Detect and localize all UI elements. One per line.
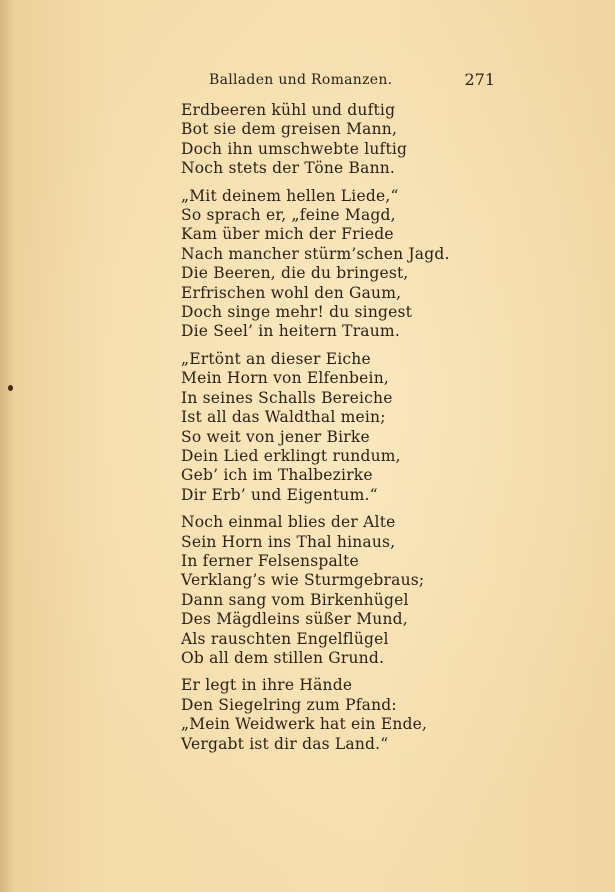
stanza-1 <box>181 101 441 179</box>
stanza-5 <box>181 676 441 754</box>
page-header <box>175 72 495 92</box>
verse-line: Sein Horn ins Thal hinaus, <box>181 532 396 551</box>
verse-line: Doch singe mehr! du singest <box>181 303 413 322</box>
verse-line: Bot sie dem greisen Mann, <box>181 120 398 139</box>
verse-line: So weit von jener Birke <box>181 427 370 446</box>
verse-line: „Ertönt an dieser Eiche <box>181 349 371 368</box>
ink-speck <box>8 385 13 391</box>
verse-line: Ist all das Waldthal mein; <box>181 408 386 427</box>
spine-shadow <box>0 0 14 892</box>
verse-line: Die Beeren, die du bringest, <box>181 264 409 283</box>
verse-line: Dein Lied erklingt rundum, <box>181 446 401 465</box>
verse-line: Geb’ ich im Thalbezirke <box>181 466 373 485</box>
verse-line: Kam über mich der Friede <box>181 225 394 244</box>
verse-line: In ferner Felsenspalte <box>181 551 359 570</box>
verse-line: Noch einmal blies der Alte <box>181 513 396 532</box>
stanza-2 <box>181 186 450 342</box>
verse-line: Erfrischen wohl den Gaum, <box>181 283 402 302</box>
verse-line: Den Siegelring zum Pfand: <box>181 695 397 714</box>
running-title: Balladen und Romanzen. <box>209 72 393 88</box>
verse-line: Er legt in ihre Hände <box>181 676 353 695</box>
verse-line: Dir Erb’ und Eigentum.“ <box>181 485 378 504</box>
verse-line: Die Seel’ in heitern Traum. <box>181 322 400 341</box>
verse-line: Ob all dem stillen Grund. <box>181 648 385 667</box>
verse-line: Doch ihn umschwebte luftig <box>181 139 408 158</box>
verse-line: Vergabt ist dir das Land.“ <box>181 734 389 753</box>
stanza-4 <box>181 513 441 668</box>
verse-line: Des Mägdleins süßer Mund, <box>181 610 408 629</box>
verse-line: Noch stets der Töne Bann. <box>181 159 396 178</box>
stanza-3 <box>181 350 441 505</box>
verse-line: Dann sang vom Birkenhügel <box>181 590 409 609</box>
verse-line: Verklang’s wie Sturmgebraus; <box>181 571 425 590</box>
verse-line: Mein Horn von Elfenbein, <box>181 369 390 388</box>
verse-line: Als rauschten Engelflügel <box>181 629 389 648</box>
verse-line: So sprach er, „feine Magd, <box>181 206 396 225</box>
verse-line: „Mit deinem hellen Liede,“ <box>181 186 399 205</box>
verse-line: In seines Schalls Bereiche <box>181 388 393 407</box>
page-number: 271 <box>464 70 495 89</box>
verse-line: „Mein Weidwerk hat ein Ende, <box>181 715 428 734</box>
verse-line: Erdbeeren kühl und duftig <box>181 101 396 119</box>
poem-body <box>181 101 450 762</box>
verse-line: Nach mancher stürm’schen Jagd. <box>181 244 450 263</box>
